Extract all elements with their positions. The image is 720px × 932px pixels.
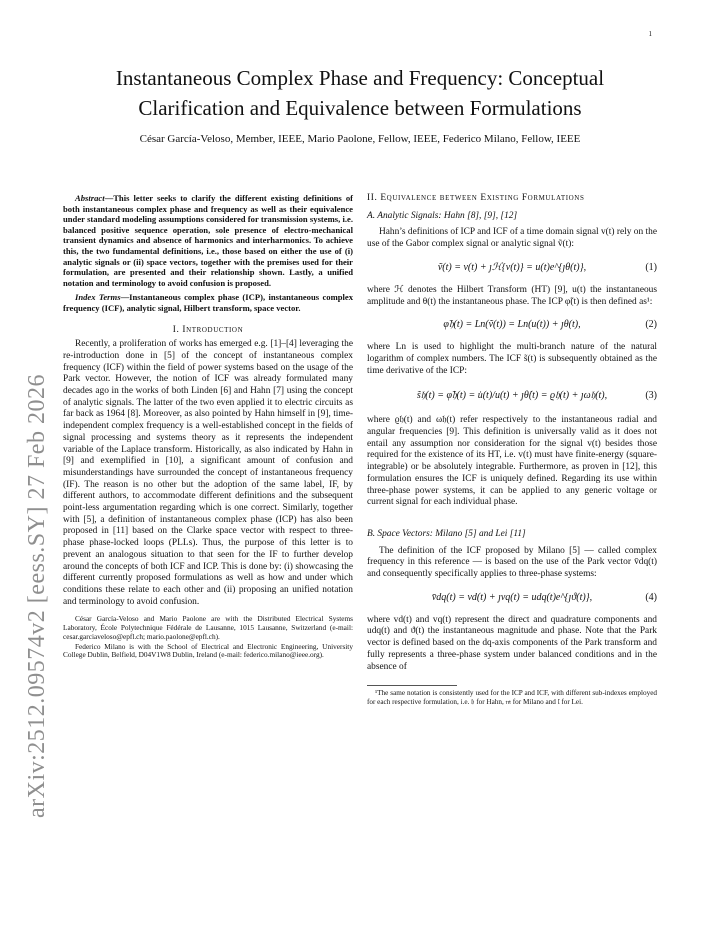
- subsection-a-heading: A. Analytic Signals: Hahn [8], [9], [12]: [367, 210, 518, 221]
- equation-2-body: φ̃𝔥(t) = Ln(ṽ(t)) = Ln(u(t)) + ȷθ(t),: [443, 319, 581, 331]
- subsection-b-paragraph-1: The definition of the ICF proposed by Milano [5] — called complex frequency in this reference — is based on the use of the Park vector v̄dq(t) and consequently specifically applies to three-phase systems:: [367, 545, 657, 580]
- subsection-a-paragraph-2: where ℋ denotes the Hilbert Transform (HT) [9], u(t) the instantaneous amplitude and θ(t) the instantaneous phase. The ICP φ̃(t) is then defined as¹:: [367, 284, 657, 307]
- subsection-a-paragraph-3: where Ln is used to highlight the multi-branch nature of the natural logarithm of complex numbers. The ICF s̃(t) is subsequently obtained as the time derivative of the ICP:: [367, 342, 657, 376]
- affiliation-1: César García-Veloso and Mario Paolone are with the Distributed Electrical Systems Laboratory, École Polytechnique Fédérale de Lausanne, 1015 Lausanne, Switzerland (e-mail: cesar.garciaveloso@epfl.ch; mario.paolone@epfl.ch).: [63, 614, 353, 641]
- equation-4: [367, 584, 657, 612]
- subsection-a-paragraph-1: Hahn’s definitions of ICP and ICF of a time domain signal v(t) rely on the use of the Gabor complex signal or analytic signal ṽ(t):: [367, 227, 657, 250]
- introduction-paragraph: Recently, a proliferation of works has emerged e.g. [1]–[4] leveraging the re-introduction done in [5] of the concept of instantaneous complex frequency (ICF) within the field of power systems based on the usage of the Park vector. However, the notion of ICF was already formulated many decades ago in the works of both Linden [6] and Hahn [7] using the concept of analytic signals. The latter of the two even applied it to electric circuits as far back as 1964 [8]. Moreover, as also pointed by Hahn himself in [9], time-independent complex frequency is a well-established concept in the fields of signal processing and systems theory as it represents the independent variable of the Laplace transform. Historically, as also indicated by Hahn in [9] and exemplified in [10], a significant amount of confusion and misunderstandings have surrounded the concept of instantaneous frequency (IF). The reason is no other but the adoption of the same label, IF, by different authors, to accommodate different definitions and the subsequent point-less argumentation regarding which is one correct. Similarly, together with [5], a definition of instantaneous complex phase (ICP) has also been proposed in [11] based on the Clarke space vector with respect to three-phase phase-locked loops (PLLs). Thus, the purpose of this letter is to prevent an analogous situation to that seen for the IF to further develop around the concepts of both ICF and ICP. This is done by: (i) showcasing the different currently proposed formulations as well as how and under which conditions these relate to each other and (ii) proposing an unified notation and terminology to avoid confusion.: [63, 339, 353, 607]
- title-line-1: Instantaneous Complex Phase and Frequency: Conceptual: [115, 66, 605, 90]
- abstract-label: Abstract: [75, 193, 105, 203]
- left-column: [63, 193, 353, 660]
- abstract: [63, 193, 353, 288]
- equation-4-number: (4): [645, 591, 657, 603]
- section-1-heading: I. Introduction: [172, 324, 244, 335]
- equation-2: [367, 311, 657, 339]
- footnote-rule: [367, 685, 457, 686]
- right-column: [367, 193, 657, 706]
- equation-3-number: (3): [645, 390, 657, 402]
- author-list: César García-Veloso, Member, IEEE, Mario Paolone, Fellow, IEEE, Federico Milano, Fellow, IEEE: [139, 133, 581, 145]
- equation-1-body: ṽ(t) = v(t) + ȷℋ{v(t)} = u(t)e^{ȷθ(t)},: [437, 261, 587, 273]
- equation-4-body: v̄dq(t) = vd(t) + ȷvq(t) = udq(t)e^{ȷϑ(t)},: [431, 591, 593, 603]
- equation-2-number: (2): [645, 319, 657, 331]
- subsection-b-heading: B. Space Vectors: Milano [5] and Lei [11]: [367, 528, 526, 539]
- index-terms-text: —Instantaneous complex phase (ICP), instantaneous complex frequency (ICF), analytic signal, Hilbert transform, space vector.: [63, 292, 354, 313]
- footnote: ¹The same notation is consistently used for the ICP and ICF, with different sub-indexes employed for each respective formulation, i.e. 𝔥 for Hahn, 𝔪 for Milano and 𝔩 for Lei.: [367, 689, 657, 706]
- abstract-text: —This letter seeks to clarify the different existing definitions of both instantaneous complex phase and frequency as well as their equivalence under standard modeling assumptions considered for transmission systems, i.e. balanced positive sequence operation, sole presence of electro-mechanical transient dynamics and absence of harmonics and interharmonics. To achieve this, the two fundamental definitions, i.e., those based on either the use of (i) analytic signals or (ii) space vectors, together with the premises used for their formulation, are presented and their relationship shown. Lastly, a unified notation and terminology to avoid confusion is proposed.: [63, 193, 353, 288]
- arxiv-identifier: arXiv:2512.09574v2 [eess.SY] 27 Feb 2026: [24, 374, 50, 818]
- subsection-b-paragraph-2: where vd(t) and vq(t) represent the direct and quadrature components and udq(t) and ϑ(t) the instantaneous magnitude and phase. Note that the Park vector is defined based on the dq-axis components of the Park transform and fully represents a three-phase system under balanced conditions and in the absence of: [367, 614, 657, 672]
- index-terms: [63, 292, 353, 313]
- paper-title: [80, 63, 640, 123]
- equation-3-body: s̃𝔥(t) = φ̃̇𝔥(t) = u̇(t)/u(t) + ȷθ̇(t) = ϱ𝔥(t) + ȷω𝔥(t),: [416, 390, 608, 402]
- equation-1-number: (1): [645, 261, 657, 273]
- equation-1: [367, 254, 657, 282]
- affiliation-2: Federico Milano is with the School of Electrical and Electronic Engineering, University College Dublin, Belfield, D04V1W8 Dublin, Ireland (e-mail: federico.milano@ieee.org).: [63, 641, 353, 660]
- section-2-heading: II. Equivalence between Existing Formulations: [367, 193, 585, 203]
- equation-3: [367, 380, 657, 412]
- page-number: 1: [648, 30, 652, 38]
- title-line-2: Clarification and Equivalence between Formulations: [138, 96, 582, 120]
- index-terms-label: Index Terms: [75, 292, 121, 303]
- subsection-a-paragraph-4: where ϱ𝔥(t) and ω𝔥(t) refer respectively to the instantaneous radial and angular frequencies [9]. This definition is universally valid as it does not entail any assumption nor consideration for the signal v(t) besides those required for the existence of its HT, i.e. v(t) must have finite-energy (square-integrable) or be absolutely integrable. Furthermore, as proven in [12], this formulation ensures the ICF is uniquely defined. Regarding its use within three-phase power systems, it can be applied to any generic voltage or current signal for each individual phase.: [367, 415, 657, 508]
